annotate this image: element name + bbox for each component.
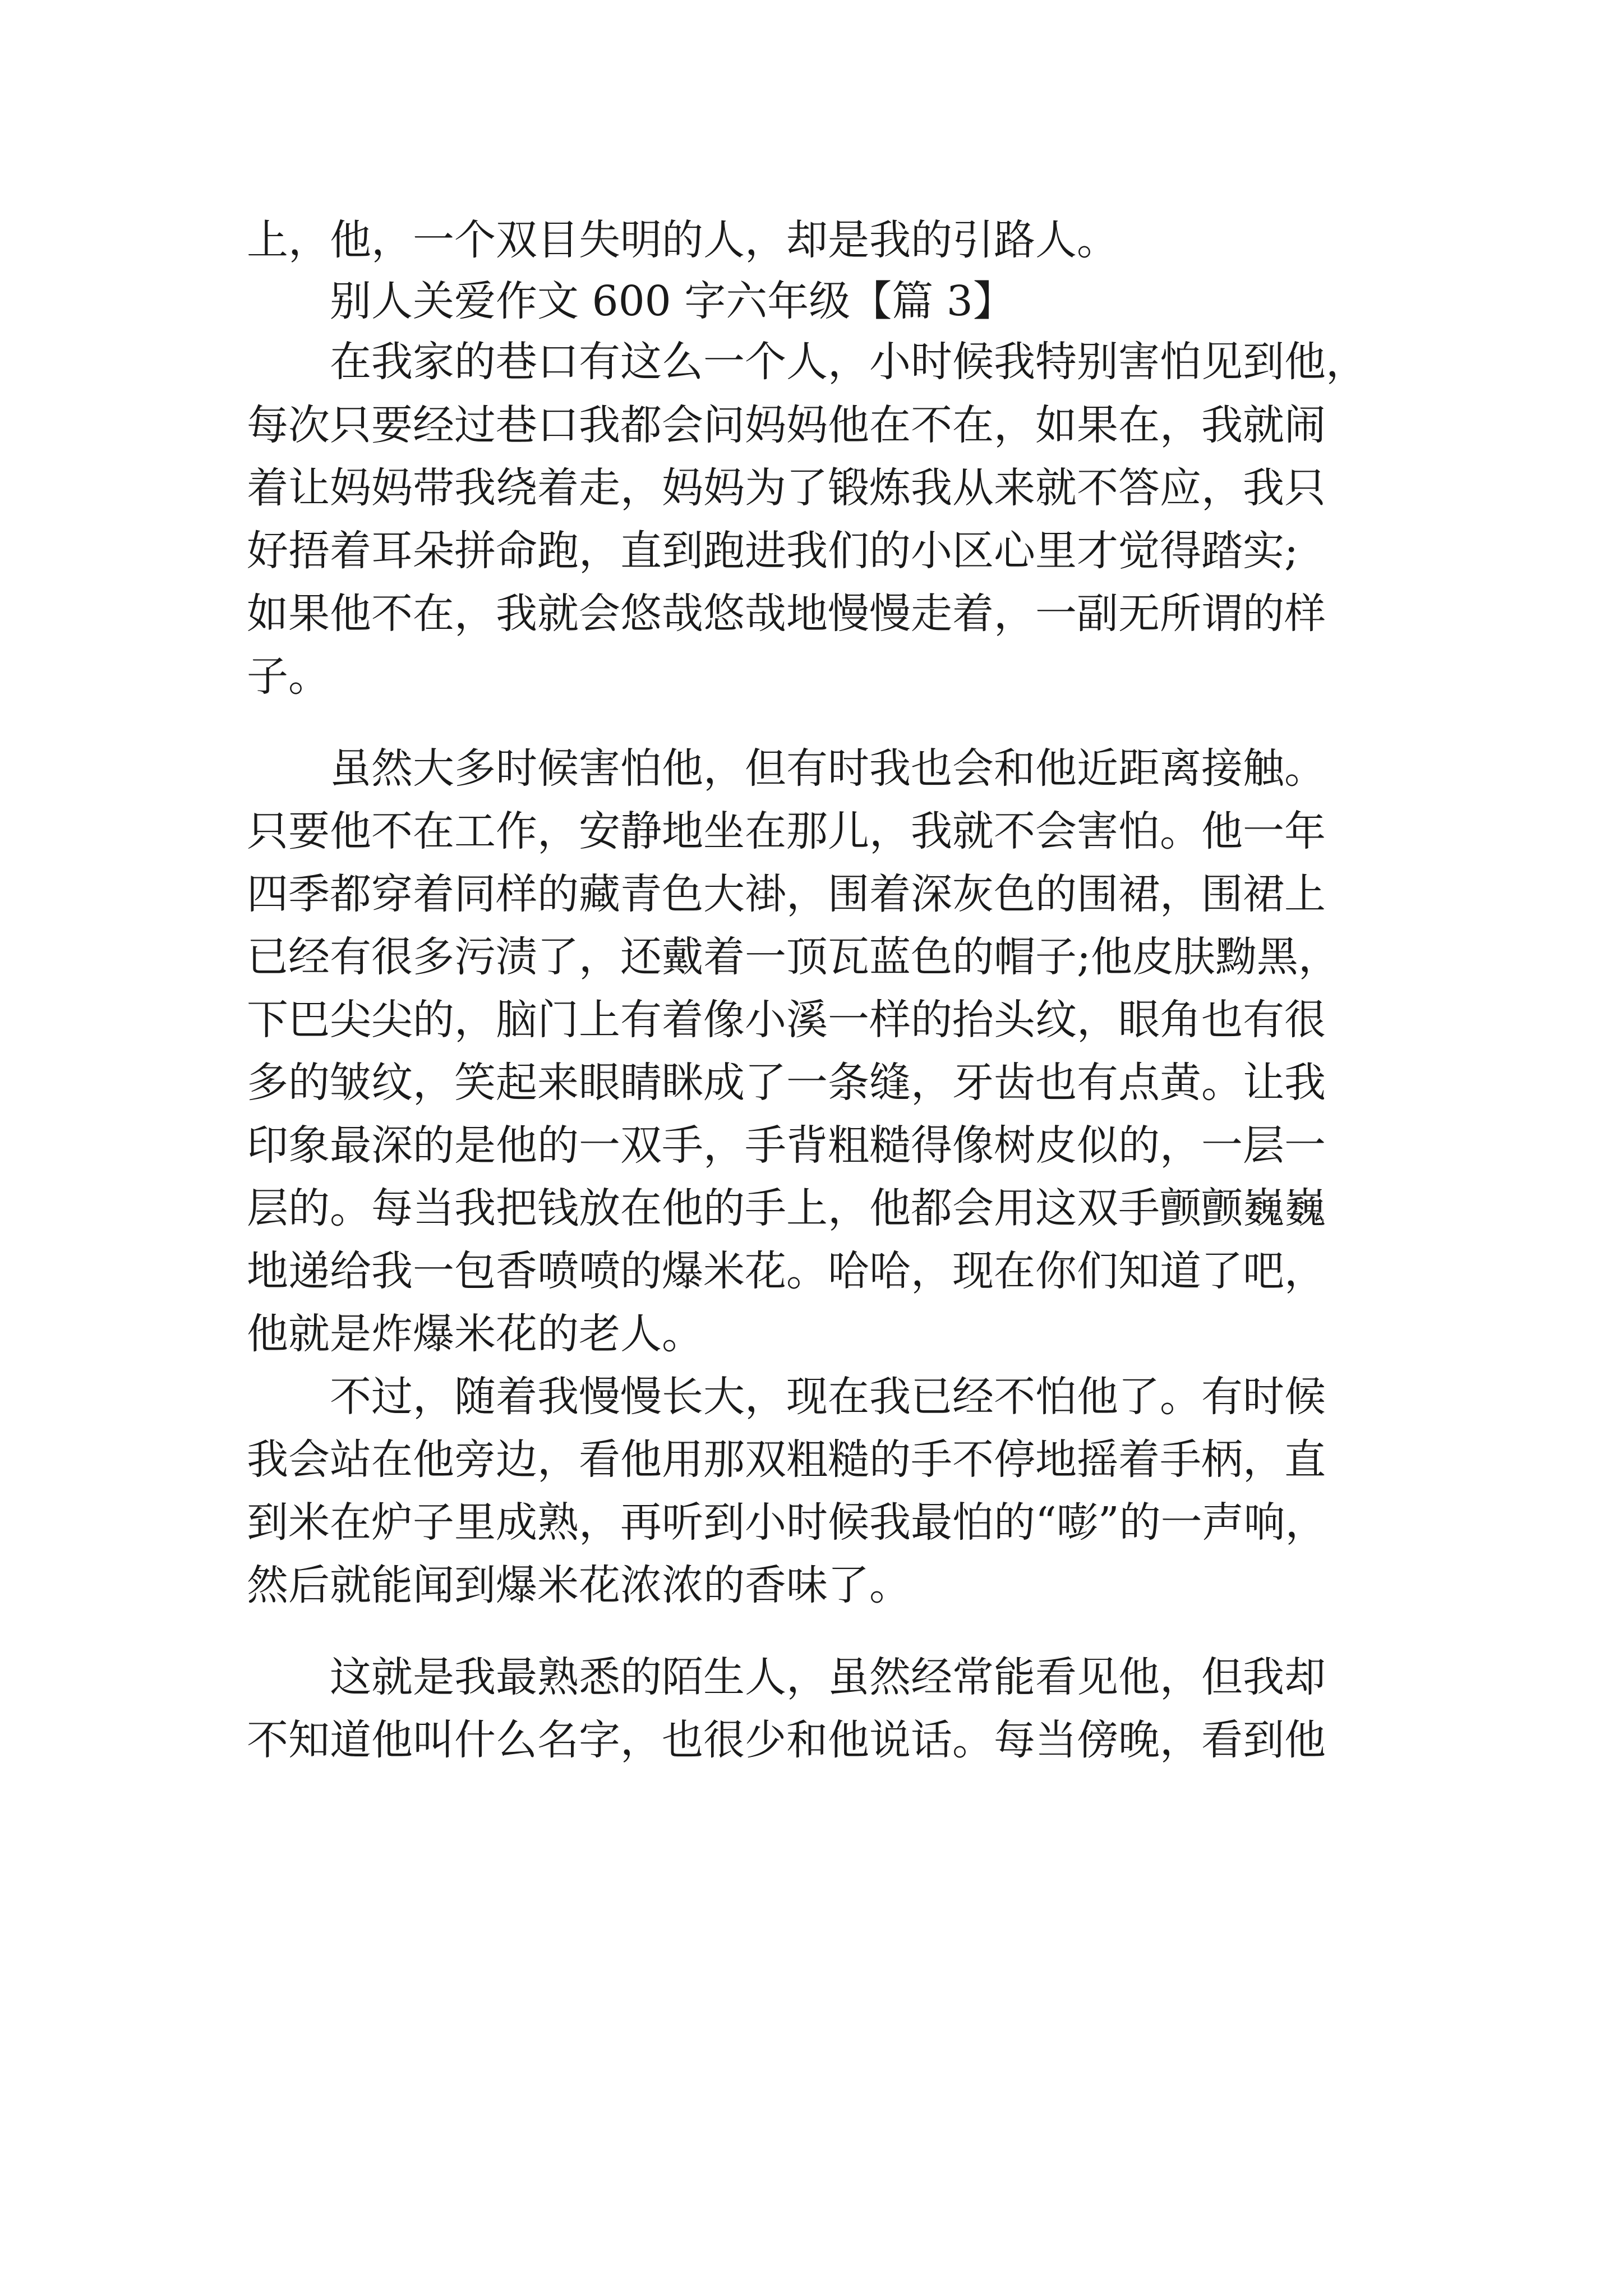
text-line: 不过，随着我慢慢长大，现在我已经不怕他了。有时候	[330, 1373, 1326, 1421]
text-line: 多的皱纹，笑起来眼睛眯成了一条缝，牙齿也有点黄。让我	[247, 1059, 1326, 1107]
text-line: 层的。每当我把钱放在他的手上，他都会用这双手颤颤巍巍	[247, 1184, 1326, 1232]
text-line: 然后就能闻到爆米花浓浓的香味了。	[247, 1561, 911, 1609]
text-line: 虽然大多时候害怕他，但有时我也会和他近距离接触。	[330, 744, 1326, 793]
text-line: 四季都穿着同样的藏青色大褂，围着深灰色的围裙，围裙上	[247, 870, 1326, 918]
text-line: 已经有很多污渍了，还戴着一顶瓦蓝色的帽子;他皮肤黝黑，	[247, 933, 1340, 981]
text-line: 在我家的巷口有这么一个人，小时候我特别害怕见到他，	[330, 338, 1367, 386]
section-heading: 别人关爱作文 600 字六年级【篇 3】	[330, 277, 1015, 325]
text-line: 他就是炸爆米花的老人。	[247, 1310, 703, 1358]
text-line: 地递给我一包香喷喷的爆米花。哈哈，现在你们知道了吧，	[247, 1247, 1326, 1295]
text-line: 我会站在他旁边，看他用那双粗糙的手不停地摇着手柄，直	[247, 1435, 1326, 1484]
text-line: 这就是我最熟悉的陌生人，虽然经常能看见他，但我却	[330, 1653, 1326, 1701]
text-line: 子。	[247, 652, 330, 701]
text-line: 到米在炉子里成熟，再听到小时候我最怕的“嘭”的一声响，	[247, 1498, 1327, 1547]
text-line: 下巴尖尖的，脑门上有着像小溪一样的抬头纹，眼角也有很	[247, 996, 1326, 1044]
text-line: 不知道他叫什么名字，也很少和他说话。每当傍晚，看到他	[247, 1716, 1326, 1764]
text-line: 印象最深的是他的一双手，手背粗糙得像树皮似的，一层一	[247, 1121, 1326, 1170]
text-line: 如果他不在，我就会悠哉悠哉地慢慢走着，一副无所谓的样	[247, 590, 1326, 638]
text-line: 着让妈妈带我绕着走，妈妈为了锻炼我从来就不答应，我只	[247, 464, 1326, 512]
text-line: 好捂着耳朵拼命跑，直到跑进我们的小区心里才觉得踏实;	[247, 527, 1298, 575]
text-line: 每次只要经过巷口我都会问妈妈他在不在，如果在，我就闹	[247, 401, 1326, 449]
text-line: 上，他，一个双目失明的人，却是我的引路人。	[247, 216, 1118, 264]
text-line: 只要他不在工作，安静地坐在那儿，我就不会害怕。他一年	[247, 807, 1326, 855]
